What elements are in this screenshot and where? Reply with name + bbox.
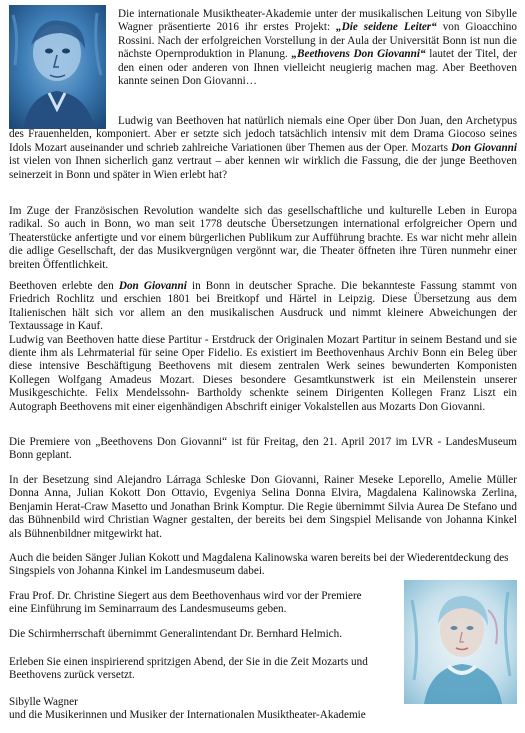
intro-text-3: lautet der Titel, der den einen oder anderen von Ihnen vielleicht neugierig machen mag. Aber Beethoven kannte seinen Don Giovanni… xyxy=(118,48,517,88)
revolution-paragraph: Im Zuge der Französischen Revolution wandelte sich das gesellschaftliche und kulturelle Leben in Europa radikal. So auch in Bonn, wo man seit 1778 deutsche Übersetzungen international erfolgreicher Opern und Theaterstücke anfertigte und vor einem bürgerlichen Publikum zur Aufführung brachte. Es war nicht mehr allein die adlige Gesellschaft, der das Musikvergnügen vergönnt war, die Theater öffneten ihre Türen nunmehr einer breiten Öffentlichkeit. xyxy=(9,205,517,271)
patron-paragraph: Die Schirmherrschaft übernimmt Generalintendant Dr. Bernhard Helmich. xyxy=(9,628,343,640)
closing-paragraph: Erleben Sie einen inspirierend spritzigen Abend, der Sie in die Zeit Mozarts und Beethovens zurück versetzt. xyxy=(9,656,368,682)
para2-text-2: ist vielen von Ihnen sicherlich ganz vertraut – aber kennen wir wirklich die Fassung, die der junge Beethoven seinerzeit in Bonn und später in Wien erlebt hat? xyxy=(9,155,517,181)
para2-text-1: Ludwig van Beethoven hat natürlich niemals eine Oper über Don Juan, den Archetypus des Frauenhelden, komponiert. Aber er setzte sich jedoch tatsächlich intensiv mit dem Drama Giocoso seines Idols Mozart auseinander und schrieb zahlreiche Variationen über Themen aus der Oper. Mozarts xyxy=(9,115,517,154)
para2-title: Don Giovanni xyxy=(451,141,517,154)
mozart-portrait-image xyxy=(404,580,517,704)
rochlitz-paragraph xyxy=(9,280,517,414)
introduction-talk-paragraph: Frau Prof. Dr. Christine Siegert aus dem Beethovenhaus wird vor der Premiere eine Einführung im Seminarraum des Landesmuseums geben. xyxy=(9,590,362,616)
para4-text-2: in Bonn in deutscher Sprache. Die bekannteste Fassung stammt von Friedrich Rochlitz und erschien 1801 bei Breitkopf und Härtel in Leipzig. Diese Übersetzung aus dem Italienischen hält sich vor allem an den musikalischen Ausdruck und nimmt kleinere Abweichungen der Textaussage in Kauf. xyxy=(9,280,517,333)
signature-block xyxy=(9,696,409,723)
intro-text-2: von Gioacchino Rossini. Nach der erfolgreichen Vorstellung in der Aula der Universität Bonn ist nun die nächste Opernproduktion in Planung. xyxy=(118,21,517,61)
cast-paragraph: In der Besetzung sind Alejandro Lárraga Schleske Don Giovanni, Rainer Meseke Leporello, Amelie Müller Donna Anna, Julian Kokott Don Ottavio, Evgeniya Selina Donna Elvira, Magdalena Kalinowska Zerlina, Benjamin Herat-Craw Masetto und Jonathan Brink Komptur. Die Regie übernimmt Silvia Aurea De Stefano und das Bühnenbild wird Christian Wagner gestalten, der bereits bei dem Singspiel Melisande von Johanna Kinkel als Bühnenbildner mitgewirkt hat. xyxy=(9,474,517,540)
singers-paragraph: Auch die beiden Sänger Julian Kokott und Magdalena Kalinowska waren bereits bei der Wiederentdeckung des Singspiels von Johanna Kinkel im Landesmuseum dabei. xyxy=(9,552,509,578)
premiere-paragraph: Die Premiere von „Beethovens Don Giovanni“ ist für Freitag, den 21. April 2017 im LVR - LandesMuseum Bonn geplant. xyxy=(9,436,517,462)
intro-paragraph xyxy=(118,8,517,88)
opera-title-seidene-leiter: „Die seidene Leiter“ xyxy=(336,21,437,34)
intro-text-1: Die internationale Musiktheater-Akademie unter der musikalischen Leitung von Sibylle Wagner präsentierte 2016 ihr erstes Projekt: xyxy=(118,8,517,34)
opera-title-beethovens-don-giovanni: „Beethovens Don Giovanni“ xyxy=(291,48,426,61)
para4-text-1: Beethoven erlebte den xyxy=(9,280,119,292)
signature-name: Sibylle Wagner xyxy=(9,696,78,708)
beethoven-don-juan-paragraph xyxy=(9,115,517,182)
signature-line: und die Musikerinnen und Musiker der Internationalen Musiktheater-Akademie xyxy=(9,709,366,722)
para4-title: Don Giovanni xyxy=(118,280,187,292)
para4-text-3: Ludwig van Beethoven hatte diese Partitur - Erstdruck der Originalen Mozart Partitur in seinem Bestand und sie diente ihm als Lehrmaterial für seine Oper Fidelio. Es existiert im Beethovenhaus Archiv Bonn ein Beleg über diese intensive Beschäftigung Beethovens mit diesem zentralen Werk seines bewunderten Komponisten Kollegen Wolfgang Amadeus Mozart. Dieses besondere Gesamtkunstwerk ist ein Meilenstein unserer Musikgeschichte. Felix Mendelssohn- Bartholdy schenkte seinem Dirigenten Kollegen Franz Liszt ein Autograph Beethovens mit einer eigenhändigen Abschrift einiger Vokalstellen aus Mozarts Don Giovanni. xyxy=(9,333,517,413)
beethoven-portrait-image xyxy=(9,5,106,129)
